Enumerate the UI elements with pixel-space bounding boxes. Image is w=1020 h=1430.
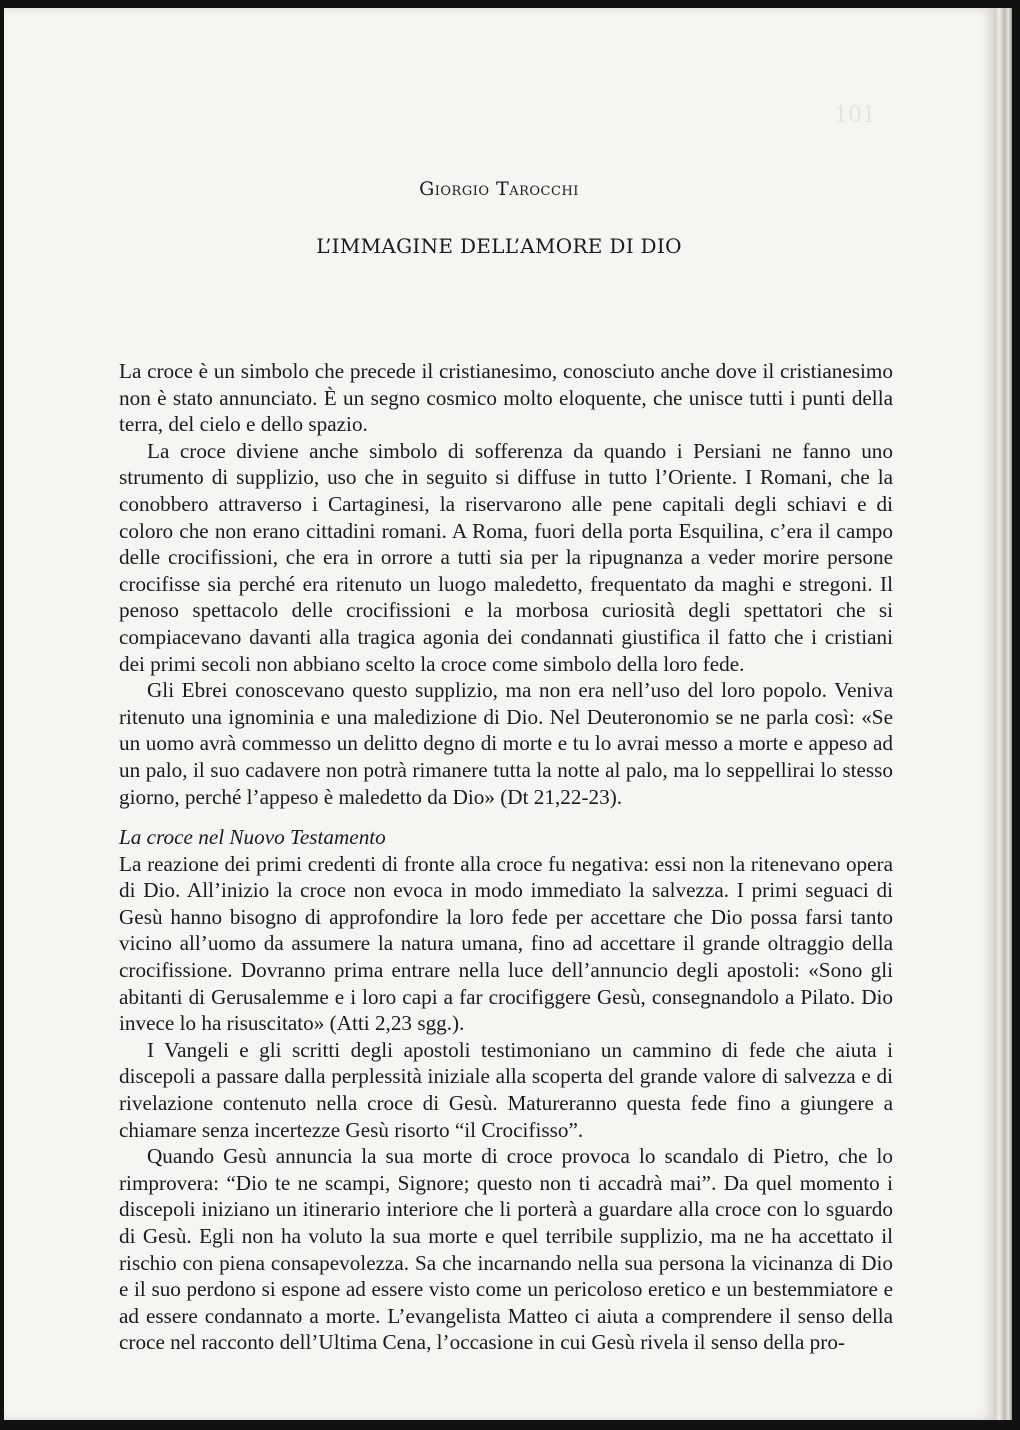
article-title: L’IMMAGINE DELL’AMORE DI DIO — [316, 234, 682, 258]
paragraph: La croce è un simbolo che precede il cristianesimo, conosciuto anche dove il cristianesimo non è stato annunciato. È un segno cosmico molto eloquente, che unisce tutti i punti della terra, del cielo e dello spazio. — [119, 359, 893, 437]
paragraph: Quando Gesù annuncia la sua morte di croce provoca lo scandalo di Pietro, che lo rimprovera: “Dio te ne scampi, Signore; questo non ti accadrà mai”. Da quel momento i discepoli iniziano un itinerario interiore che li porterà a guardare alla croce con lo sguardo di Gesù. Egli non ha voluto la sua morte e quel terribile supplizio, ma ne ha accettato il rischio con piena consapevolezza. Sa che incarnando nella sua persona la vicinanza di Dio e il suo perdono si espone ad essere visto come un pericoloso eretico e un bestemmiatore e ad essere condannato a morte. L’evangelista Matteo ci aiuta a comprendere il senso della croce nel racconto dell’Ultima Cena, l’occasione in cui Gesù rivela il senso della pro- — [119, 1144, 893, 1355]
author-name: Giorgio Tarocchi — [419, 178, 579, 200]
bleed-through-page-number: 101 — [834, 103, 876, 128]
paragraph: La reazione dei primi credenti di fronte alla croce fu negativa: essi non la ritenevano opera di Dio. All’inizio la croce non evoca in modo immediato la salvezza. I primi seguaci di Gesù hanno bisogno di approfondire la loro fede per accettare che Dio possa farsi tanto vicino all’uomo da assumere la natura umana, fino ad accettare il grande oltraggio della crocifissione. Dovranno prima entrare nella luce dell’annuncio degli apostoli: «Sono gli abitanti di Gerusalemme e i loro capi a far crocifiggere Gesù, consegnandolo a Pilato. Dio invece lo ha risuscitato» (Atti 2,23 sgg.). — [119, 851, 893, 1036]
book-page — [4, 8, 994, 1420]
page-edge — [994, 8, 1012, 1420]
paragraph: Gli Ebrei conoscevano questo supplizio, ma non era nell’uso del loro popolo. Veniva ritenuto una ignominia e una maledizione di Dio. Nel Deuteronomio se ne parla così: «Se un uomo avrà commesso un delitto degno di morte e tu lo avrai messo a morte e appeso ad un palo, il suo cadavere non potrà rimanere tutta la notte al palo, ma lo seppellirai lo stesso giorno, perché l’appeso è maledetto da Dio» (Dt 21,22-23). — [119, 678, 893, 809]
section-heading: La croce nel Nuovo Testamento — [119, 825, 386, 850]
page-content — [4, 8, 994, 1420]
article-body — [119, 358, 893, 1356]
paragraph: I Vangeli e gli scritti degli apostoli testimoniano un cammino di fede che aiuta i discepoli a passare dalla perplessità iniziale alla scoperta del grande valore di salvezza e di rivelazione contenuto nella croce di Gesù. Matureranno questa fede fino a giungere a chiamare senza incertezze Gesù risorto “il Crocifisso”. — [119, 1037, 893, 1142]
paragraph: La croce diviene anche simbolo di sofferenza da quando i Persiani ne fanno uno strumento di supplizio, uso che in seguito si diffuse in tutto l’Oriente. I Romani, che la conobbero attraverso i Cartaginesi, la riservarono alle pene capitali degli schiavi e di coloro che non erano cittadini romani. A Roma, fuori della porta Esquilina, c’era il campo delle crocifissioni, che era in orrore a tutti sia per la ripugnanza a veder morire persone crocifisse sia perché era ritenuto un luogo maledetto, frequentato da maghi e stregoni. Il penoso spettacolo delle crocifissioni e la morbosa curiosità degli spettatori che si compiacevano davanti alla tragica agonia dei condannati giustifica il fatto che i cristiani dei primi secoli non abbiano scelto la croce come simbolo della loro fede. — [119, 438, 893, 676]
